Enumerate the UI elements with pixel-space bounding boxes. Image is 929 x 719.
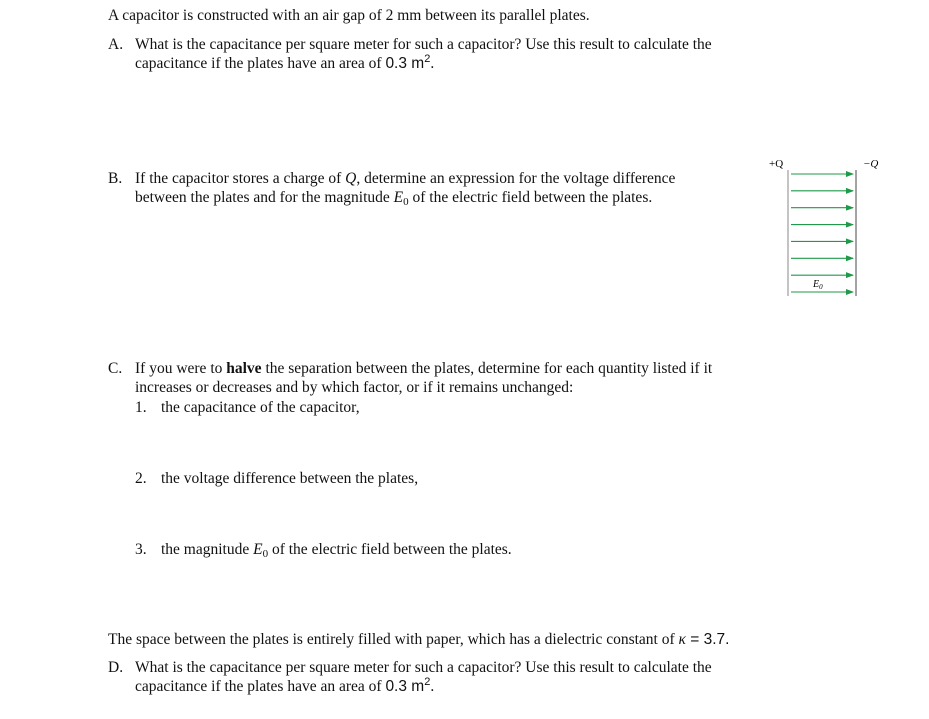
part-c-line1-post: the separation between the plates, determine for each quantity listed if it [261, 360, 713, 377]
part-c-item-3-num: 3. [135, 541, 147, 558]
part-a-area-value: 0.3 m [385, 55, 425, 72]
part-d-letter: D. [108, 659, 124, 676]
part-d-line2-text: capacitance if the plates have an area of [135, 678, 386, 695]
part-c-item-2-text: the voltage difference between the plates, [161, 470, 419, 487]
part-a-line2 [135, 54, 434, 73]
part-a-letter: A. [108, 36, 124, 53]
part-c-bold-word: halve [226, 360, 262, 377]
part-b-q-symbol: Q [345, 170, 357, 187]
part-a-period: . [430, 55, 435, 72]
paper-statement [108, 630, 730, 649]
field-label-sub: 0 [819, 283, 823, 291]
part-a-area [385, 55, 430, 72]
part-c-item-2-num: 2. [135, 470, 147, 487]
capacitor-diagram [755, 150, 885, 300]
part-d-area [385, 678, 430, 695]
paper-statement-text: The space between the plates is entirely filled with paper, which has a dielectric constant of [108, 631, 679, 648]
part-b-line2-pre: between the plates and for the magnitude [135, 189, 394, 206]
part-c-item-1-num: 1. [135, 399, 147, 416]
part-c-item-1-text: the capacitance of the capacitor, [161, 399, 360, 416]
field-label [812, 279, 823, 291]
kappa-value: = 3.7. [685, 631, 730, 648]
part-d-area-exp: 2 [424, 676, 431, 688]
part-c-line1 [135, 359, 712, 378]
part-b-line1 [135, 169, 675, 188]
minus-q-label: −Q [863, 158, 879, 170]
part-c-item-3-text [161, 540, 512, 559]
part-a-line2-text: capacitance if the plates have an area of [135, 55, 386, 72]
part-c-letter: C. [108, 360, 123, 377]
part-c-item-3-post: of the electric field between the plates. [268, 541, 512, 558]
kappa-symbol: κ [678, 631, 686, 648]
part-d-period: . [430, 678, 435, 695]
part-c-item-3-e-symbol: E [253, 541, 263, 558]
part-d-line1: What is the capacitance per square meter for such a capacitor? Use this result to calculate the [135, 659, 712, 676]
plus-q-label: +Q [769, 158, 784, 170]
intro-text: A capacitor is constructed with an air gap of 2 mm between its parallel plates. [108, 7, 590, 24]
field-label-e: E [813, 279, 820, 290]
part-b-e-symbol: E [393, 189, 404, 206]
part-b-line1-pre: If the capacitor stores a charge of [135, 170, 346, 187]
field-arrows [791, 174, 853, 292]
part-c-line1-pre: If you were to [135, 360, 227, 377]
part-a-area-exp: 2 [424, 53, 431, 65]
part-c-item-3-pre: the magnitude [161, 541, 254, 558]
part-b-letter: B. [108, 170, 123, 187]
part-b-line2 [135, 188, 652, 207]
part-d-line2 [135, 677, 434, 696]
part-a-line1: What is the capacitance per square meter for such a capacitor? Use this result to calculate the [135, 36, 712, 53]
part-c-item-3-e-sub: 0 [262, 548, 269, 560]
part-c-line2: increases or decreases and by which factor, or if it remains unchanged: [135, 379, 574, 396]
part-b-line2-post: of the electric field between the plates. [408, 189, 653, 206]
part-b-e-sub: 0 [403, 196, 409, 208]
part-b-line1-post: , determine an expression for the voltage difference [356, 170, 676, 187]
part-d-area-value: 0.3 m [385, 678, 425, 695]
